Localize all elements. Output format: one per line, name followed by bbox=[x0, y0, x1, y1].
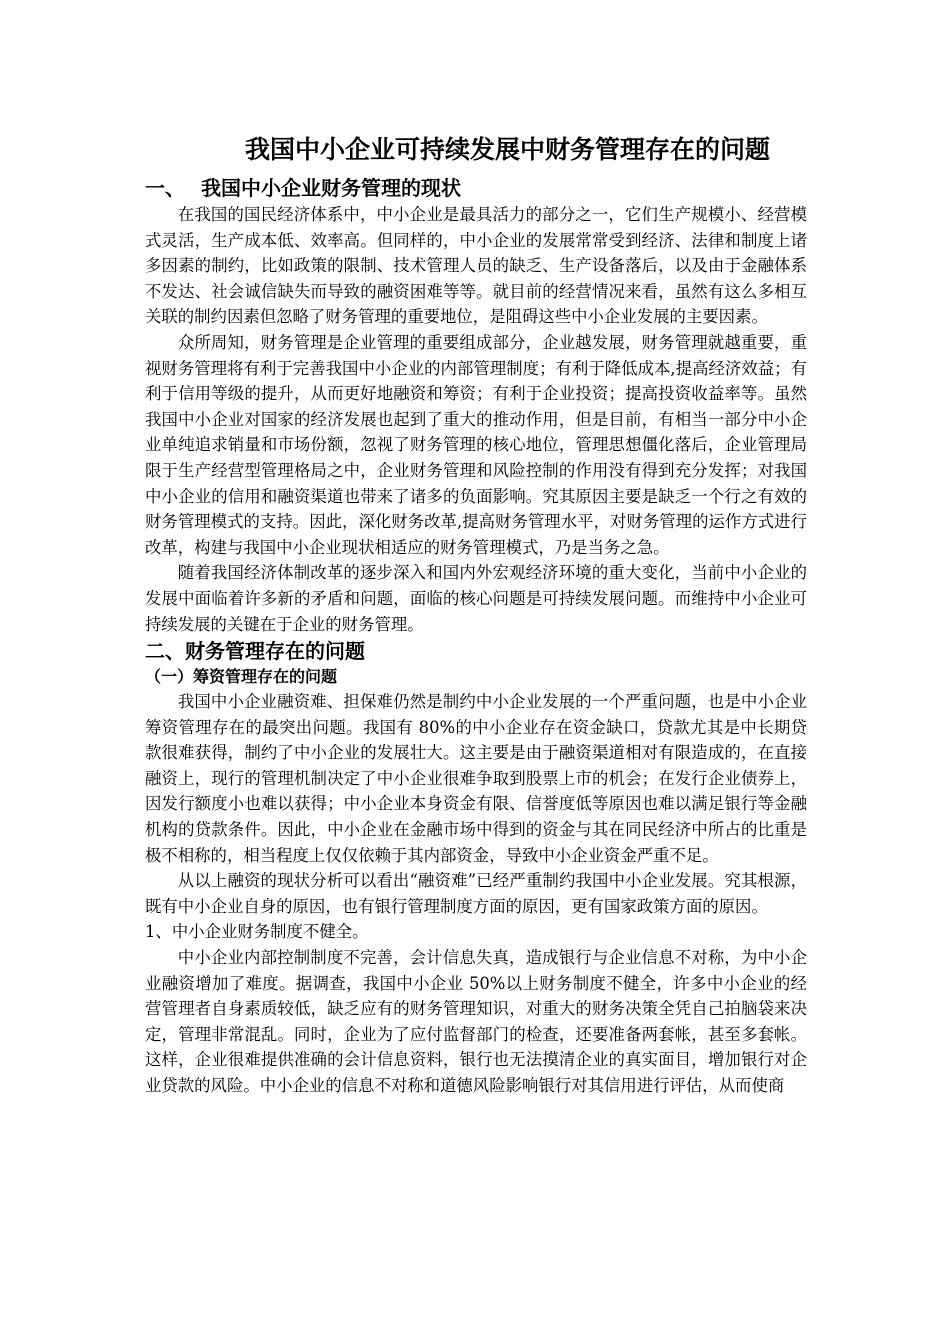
paragraph: 中小企业内部控制制度不完善，会计信息失真，造成银行与企业信息不对称，为中小企业融资增加了难度。据调查，我国中小企业 50%以上财务制度不健全，许多中小企业的经营管理者自身素质较低，缺乏应有的财务管理知识，对重大的财务决策全凭自己拍脑袋来决定，管理非常混乱。同时，企业为了应付监督部门的检查，还要准备两套帐，甚至多套帐。这样，企业很难提供准确的会计信息资料，银行也无法摸清企业的真实面目，增加银行对企业贷款的风险。中小企业的信息不对称和道德风险影响银行对其信用进行评估，从而使商 bbox=[145, 948, 807, 1095]
section-1-title: 我国中小企业财务管理的现状 bbox=[201, 176, 461, 200]
paragraph: 在我国的国民经济体系中，中小企业是最具活力的部分之一，它们生产规模小、经营模式灵活，生产成本低、效率高。但同样的，中小企业的发展常常受到经济、法律和制度上诸多因素的制约，比如政策的限制、技术管理人员的缺乏、生产设备落后，以及由于金融体系不发达、社会诚信缺失而导致的融资困难等等。就目前的经营情况来看，虽然有这么多相互关联的制约因素但忽略了财务管理的重要地位，是阻碍这些中小企业发展的主要因素。 bbox=[145, 205, 807, 327]
list-item-heading: 1、中小企业财务制度不健全。 bbox=[145, 922, 369, 942]
section-1-heading bbox=[145, 174, 807, 202]
paragraph: 我国中小企业融资难、担保难仍然是制约中小企业发展的一个严重问题，也是中小企业筹资管理存在的最突出问题。我国有 80%的中小企业存在资金缺口，贷款尤其是中长期贷款很难获得，制约了中小企业的发展壮大。这主要是由于融资渠道相对有限造成的，在直接融资上，现行的管理机制决定了中小企业很难争取到股票上市的机会；在发行企业债券上，因发行额度小也难以获得；中小企业本身资金有限、信誉度低等原因也难以满足银行等金融机构的贷款条件。因此，中小企业在金融市场中得到的资金与其在同民经济中所占的比重是极不相称的，相当程度上仅仅依赖于其内部资金，导致中小企业资金严重不足。 bbox=[145, 692, 807, 865]
paragraph: 随着我国经济体制改革的逐步深入和国内外宏观经济环境的重大变化，当前中小企业的发展中面临着许多新的矛盾和问题，面临的核心问题是可持续发展问题。而维持中小企业可持续发展的关键在于企业的财务管理。 bbox=[145, 563, 807, 634]
subsection-heading: （一）筹资管理存在的问题 bbox=[145, 667, 338, 687]
document-title: 我国中小企业可持续发展中财务管理存在的问题 bbox=[245, 135, 771, 164]
section-2-heading: 二、财务管理存在的问题 bbox=[145, 639, 365, 664]
section-1-number: 一、 bbox=[145, 176, 185, 200]
paragraph: 从以上融资的现状分析可以看出“融资难”已经严重制约我国中小企业发展。究其根源，既有中小企业自身的原因，也有银行管理制度方面的原因，更有国家政策方面的原因。 bbox=[145, 871, 807, 916]
paragraph: 众所周知，财务管理是企业管理的重要组成部分，企业越发展，财务管理就越重要，重视财务管理将有利于完善我国中小企业的内部管理制度；有利于降低成本,提高经济效益；有利于信用等级的提升，从而更好地融资和筹资；有利于企业投资；提高投资收益率等。虽然我国中小企业对国家的经济发展也起到了重大的推动作用，但是目前，有相当一部分中小企业单纯追求销量和市场份额，忽视了财务管理的核心地位，管理思想僵化落后，企业管理局限于生产经营型管理格局之中，企业财务管理和风险控制的作用没有得到充分发挥；对我国中小企业的信用和融资渠道也带来了诸多的负面影响。究其原因主要是缺乏一个行之有效的财务管理模式的支持。因此，深化财务改革,提高财务管理水平，对财务管理的运作方式进行改革，构建与我国中小企业现状相适应的财务管理模式，乃是当务之急。 bbox=[145, 332, 807, 557]
